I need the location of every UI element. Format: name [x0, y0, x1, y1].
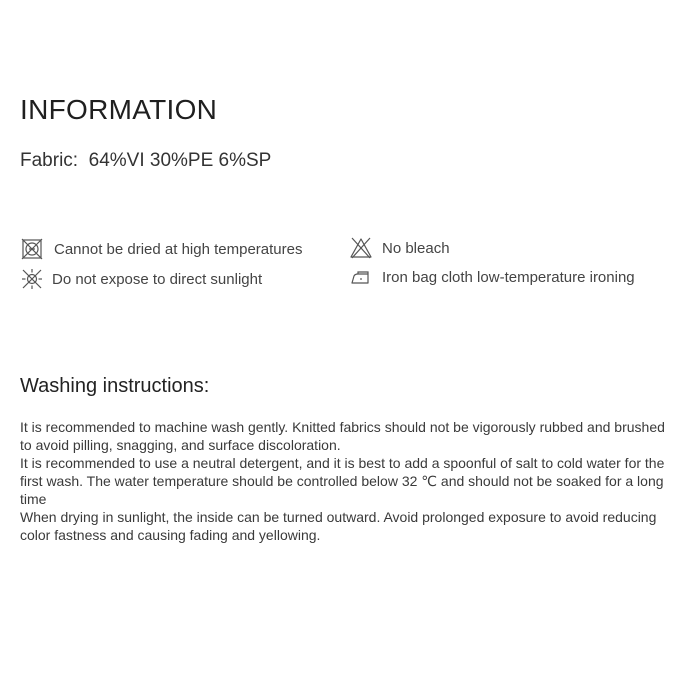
care-label: Do not expose to direct sunlight [52, 270, 263, 288]
washing-paragraph: It is recommended to machine wash gently. Knitted fabrics should not be vigorously rubbed and brushed to avoid pilling, snagging, and surface discoloration. [20, 419, 665, 453]
care-item-no-sunlight [21, 268, 262, 290]
care-item-iron-low [350, 266, 635, 288]
no-bleach-icon [350, 237, 372, 259]
no-direct-sunlight-icon [21, 268, 43, 290]
fabric-composition: Fabric: 64%VI 30%PE 6%SP [20, 150, 272, 171]
care-label: Cannot be dried at high temperatures [54, 240, 303, 258]
care-item-no-bleach [350, 237, 450, 259]
care-label: No bleach [382, 239, 450, 257]
washing-heading: Washing instructions: [20, 375, 210, 397]
care-item-no-high-temp-dry [21, 238, 303, 260]
iron-low-temperature-icon [350, 266, 372, 288]
washing-instructions [20, 418, 680, 544]
washing-paragraph: When drying in sunlight, the inside can be turned outward. Avoid prolonged exposure to avoid reducing color fastness and causing fading and yellowing. [20, 509, 657, 543]
no-tumble-dry-high-icon [21, 238, 43, 260]
care-label: Iron bag cloth low-temperature ironing [382, 268, 635, 286]
page-title: INFORMATION [20, 94, 218, 125]
washing-paragraph: It is recommended to use a neutral detergent, and it is best to add a spoonful of salt to cold water for the first wash. The water temperature should be controlled below 32 ℃ and should not be soaked for a long time [20, 455, 665, 507]
